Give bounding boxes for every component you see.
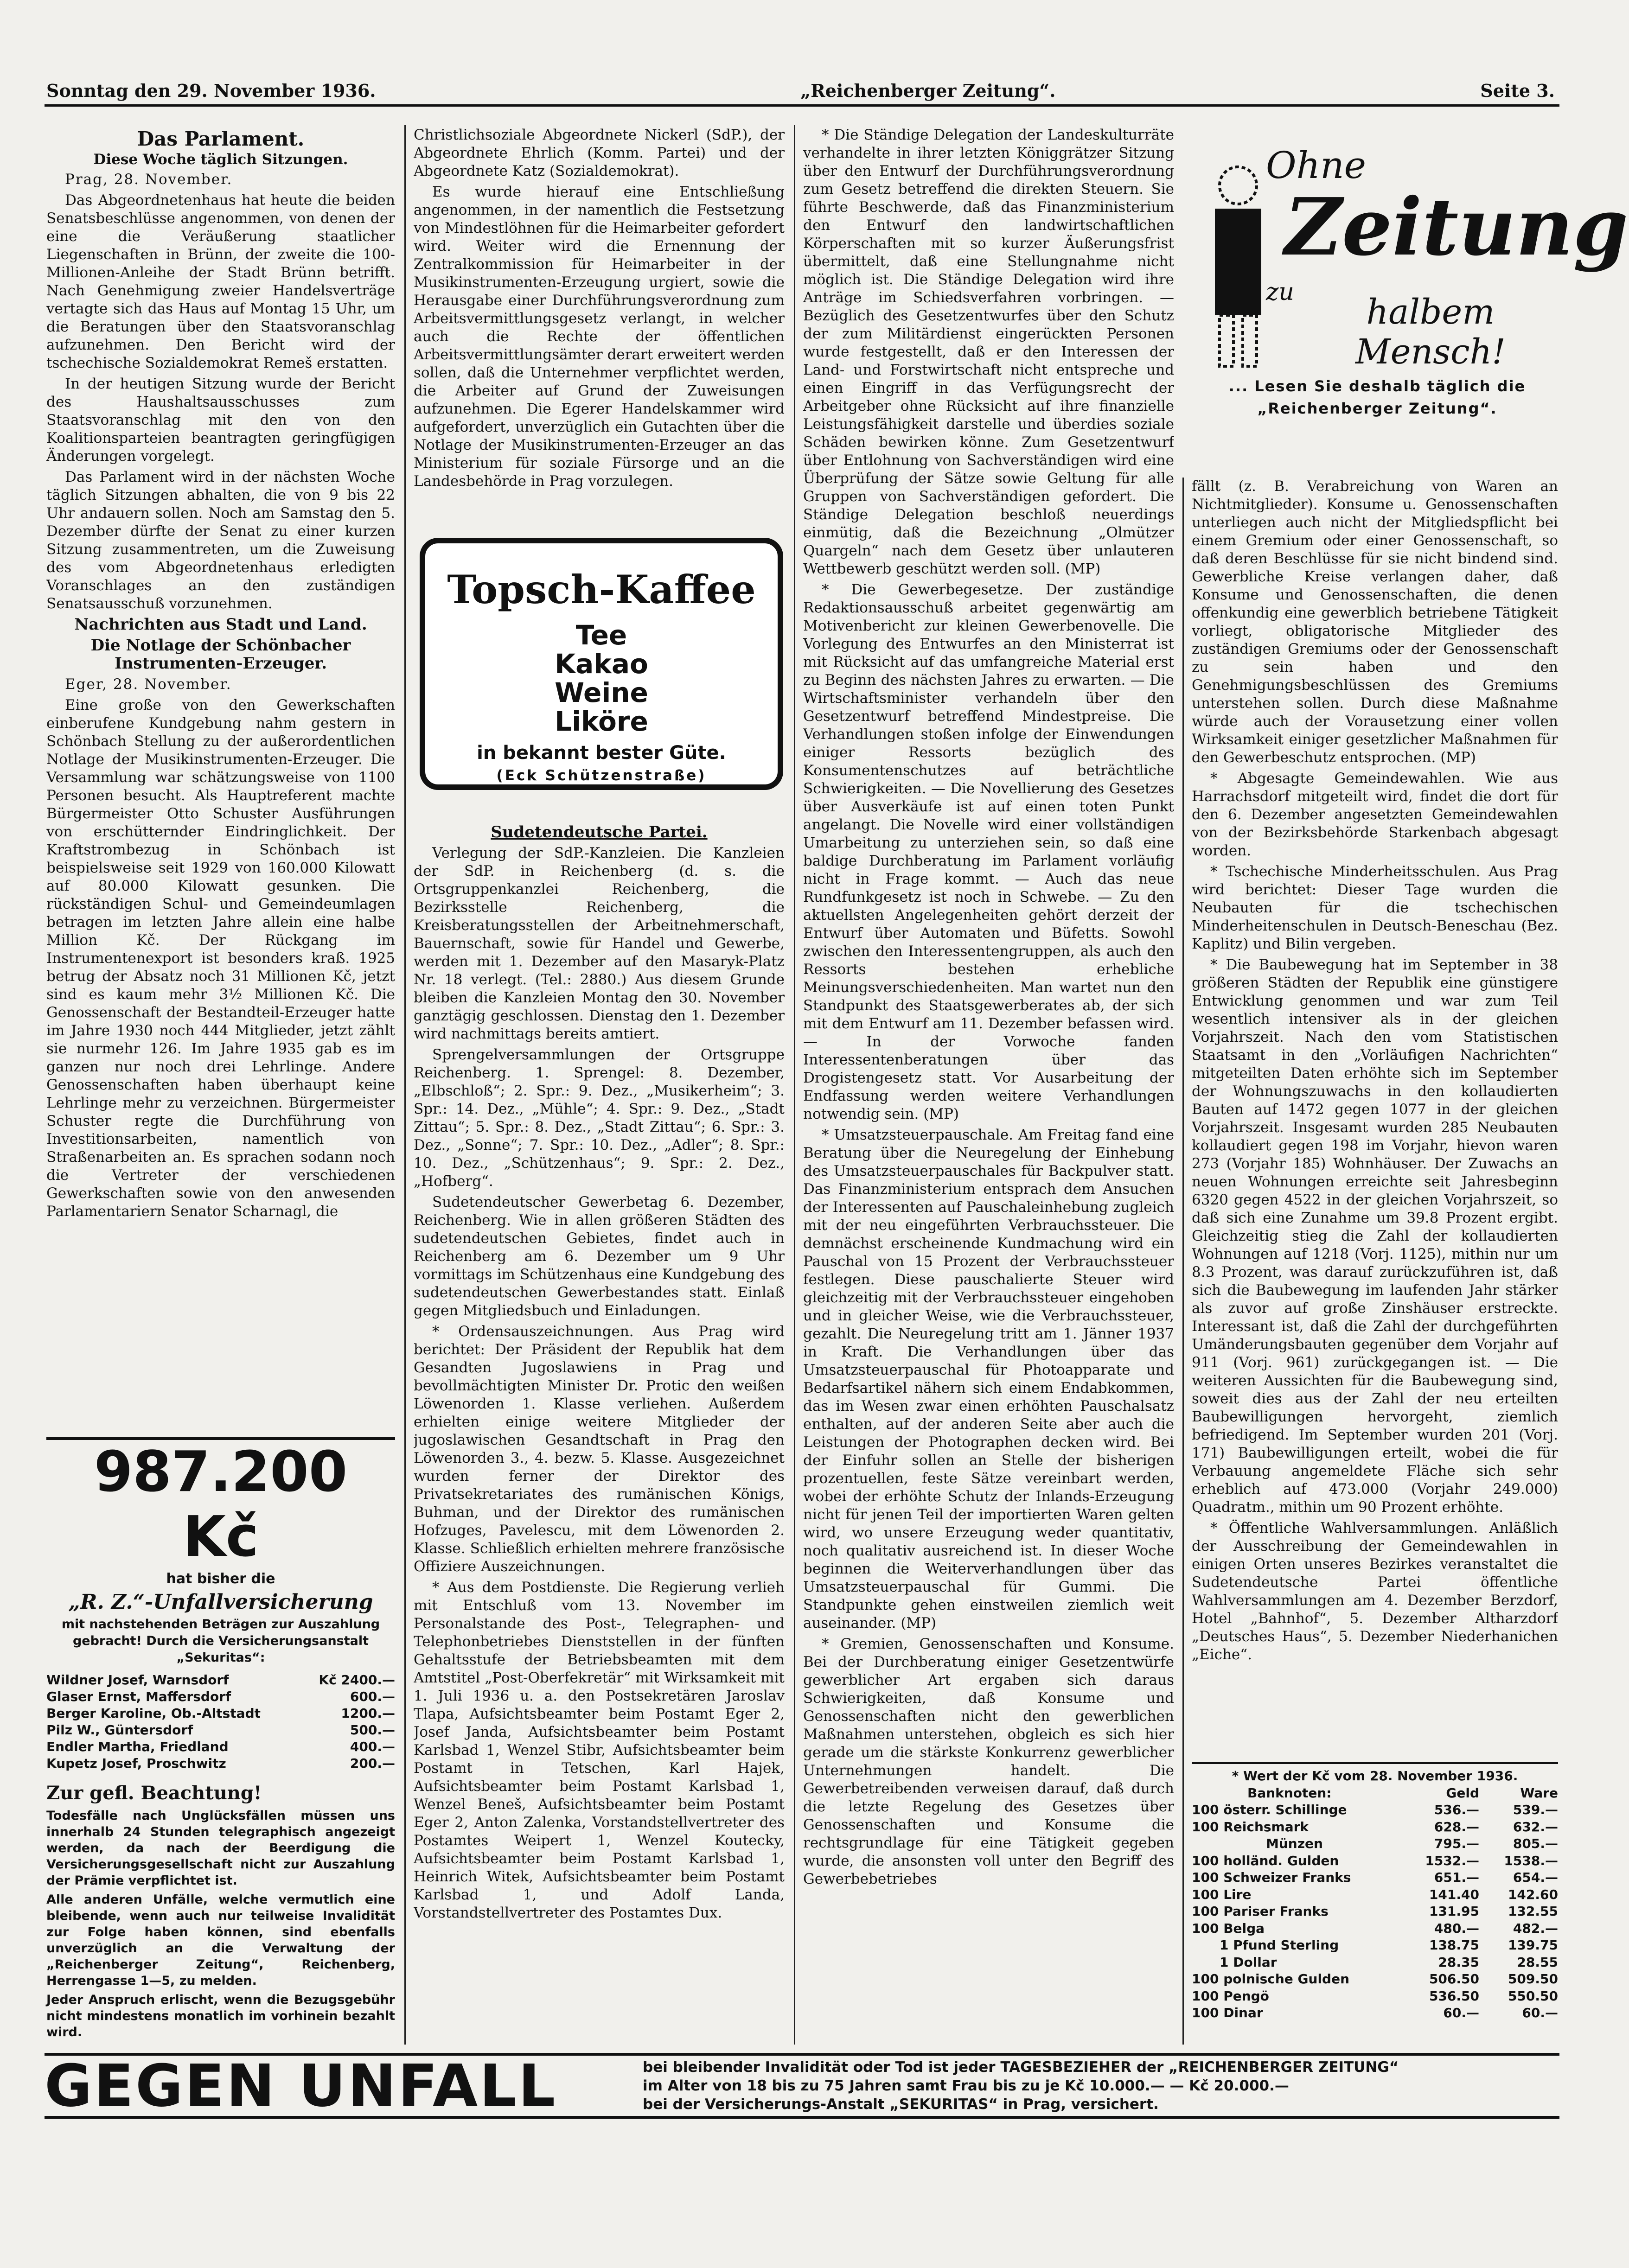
payout-row: Wildner Josef, Warnsdorf Kč 2400.— [46, 1672, 395, 1688]
column-2-top [414, 126, 785, 525]
paragraph: * Die Ständige Delegation der Landeskulturräte verhandelte in ihrer letzten Königgrätzer Sitzung über den Entwurf der Durchführungsverordnung zum Gesetz betreffend die direkten Steuern. Sie führte Beschwerde, daß das Finanzministerium den Entwurf den landwirtschaftlichen Körperschaften mit so kurzer Äußerungsfrist übermittelt, daß eine Stellungnahme nicht möglich ist. Die Ständige Delegation wird ihre Anträge im Schiedsverfahren vorbringen. — Bezüglich des Gesetzentwurfes über den Schutz der zum Militärdienst eingerückten Personen wurde festgestellt, daß er den Interessen der Land- und Forstwirtschaft nicht entspreche und einen Eingriff in das Verfügungsrecht der Arbeitgeber ohne Rücksicht auf ihre finanzielle Leistungsfähigkeit darstelle und überdies soziale Schäden bewirken könne. Zum Gesetzentwurf über Entlohnung von Sachverständigen wird eine Überprüfung der Sätze sowie Geltung für alle Gruppen von Sachverständigen gefordert. Die Ständige Delegation beschloß neuerdings einmütig, daß die Bezeichnung „Olmützer Quargeln“ nach dem Gesetz über unlauteren Wettbewerb geschützt werden soll. (MP) [803, 127, 1174, 577]
rates-row: 100 Reichsmark 628.— 632.— [1192, 1819, 1558, 1835]
section-heading: Nachrichten aus Stadt und Land. [74, 615, 367, 634]
rates-row: 100 Lire 141.40 142.60 [1192, 1886, 1558, 1902]
paragraph: Das Abgeordnetenhaus hat heute die beiden Senatsbeschlüsse angenommen, von denen der eine die Veräußerung staatlicher Liegenschaften in Brünn, der zweite die 100-Millionen-Anleihe der Stadt Brünn betrifft. Nach Genehmigung zweier Handelsverträge vertagte sich das Haus auf Montag 15 Uhr, um die Beratungen über den Staatsvoranschlag aufzunehmen. Den Bericht wird der tschechische Sozialdemokrat Remeš erstatten. [46, 192, 395, 371]
paragraph: Es wurde hierauf eine Entschließung angenommen, in der namentlich die Festsetzung von Mindestlöhnen für die Heimarbeiter gefordert wird. Weiter wird die Ernennung der Zentralkommission für Heimarbeiter in der Musikinstrumenten-Erzeugung urgiert, sowie die Herausgabe einer Durchführungsverordnung zum Arbeitsvermittlungsgesetz verlangt, in welcher auch die Rechte der öffentlichen Arbeitsvermittlungsämter derart erweitert werden sollen, daß die Unternehmer verpflichtet werden, die Arbeiter auf Grund der Zuweisungen aufzunehmen. Die Egerer Handelskammer wird aufgefordert, unverzüglich ein Gutachten über die Notlage der Musikinstrumenten-Erzeuger an das Ministerium für soziale Fürsorge und an die Landesbehörde in Prag vorzulegen. [414, 184, 785, 490]
payout-row: Kupetz Josef, Proschwitz 200.— [46, 1756, 395, 1771]
banner-line: bei bleibender Invalidität oder Tod ist jeder TAGESBEZIEHER der „REICHENBERGER ZEITUNG“ [643, 2059, 1399, 2076]
rates-row: 100 Dinar 60.— 60.— [1192, 2005, 1558, 2020]
section-heading: Sudetendeutsche Partei. [491, 823, 708, 841]
ad-line: Tee [575, 619, 627, 651]
rates-row: 1 Pfund Sterling 138.75 139.75 [1220, 1937, 1558, 1953]
payout-list [46, 1672, 395, 1772]
rates-title: * Wert der Kč vom 28. November 1936. [1232, 1768, 1518, 1784]
header-page-number: Seite 3. [1480, 80, 1555, 101]
notice-line: mit nachstehenden Beträgen zur Auszahlung gebracht! Durch die Versicherungsanstalt „Sekuritas“: [61, 1617, 380, 1665]
notice-title: „R. Z.“-Unfallversicherung [68, 1590, 373, 1614]
ad-line: Liköre [555, 706, 648, 737]
banner-text [643, 2058, 1399, 2114]
rates-row: 100 Pariser Franks 131.95 132.55 [1192, 1904, 1558, 1919]
paragraph: In der heutigen Sitzung wurde der Bericht des Haushaltsausschusses zum Staatsvoranschlag mit den von den Koalitionsparteien beantragten geringfügigen Änderungen vorgelegt. [46, 376, 395, 465]
payout-amount: 987.200 Kč [94, 1440, 348, 1569]
payout-row: Endler Martha, Friedland 400.— [46, 1739, 395, 1754]
rates-row: 100 Belga 480.— 482.— [1192, 1920, 1558, 1936]
paragraph: Das Parlament wird in der nächsten Woche täglich Sitzungen abhalten, die von 9 bis 22 Uhr andauern sollen. Noch am Samstag den 5. Dezember dürfte der Senat zu einer kurzen Sitzung zusammentreten, um die Zuweisung des vom Abgeordnetenhaus erledigten Voranschlages an den zuständigen Senatsausschuß vorzunehmen. [46, 469, 395, 612]
paragraph: * Gremien, Genossenschaften und Konsume. Bei der Durchberatung einiger Gesetzentwürfe gewerblicher Art ergaben sich daraus Schwierigkeiten, daß Konsume und Genossenschaften nicht den gewerblichen Maßnahmen unterstehen, obgleich es sich hier gerade um die stärkste Konkurrenz gewerblicher Unternehmungen handelt. Die Gewerbetreibenden verweisen darauf, daß durch die letzte Regelung des Gesetzes über Genossenschaften und Konsume die rechtsgrundlage für eine Tätigkeit gegeben wurde, die ansonsten voll unter den Begriff des Gewerbebetriebes [803, 1636, 1174, 1887]
column-1 [46, 126, 395, 1433]
banner-line: im Alter von 18 bis zu 75 Jahren samt Frau bis zu je Kč 10.000.— — Kč 20.000.— [643, 2077, 1289, 2094]
promo-headline: Zeitung [1284, 181, 1629, 274]
paragraph: * Die Baubewegung hat im September in 38 größeren Städten der Republik eine günstigere Entwicklung genommen und war zum Teil wesentlich intensiver als in der gleichen Vorjahrszeit. Nach den vom Statistischen Staatsamt in den „Vorläufigen Nachrichten“ mitgeteilten Daten erhöhte sich im September der Wohnungszuwachs in den kollaudierten Bauten auf 1472 gegen 1077 in der gleichen Vorjahrszeit. Insgesamt wurden 285 Neubauten kollaudiert gegen 198 im Vorjahr, hievon waren 273 (Vorjahr 185) Wohnhäuser. Der Zuwachs an neuen Wohnungen erreichte seit Jahresbeginn 6320 gegen 4522 in der gleichen Vorjahrszeit, so daß sich eine Zunahme um 39.8 Prozent ergibt. Gleichzeitig stieg die Zahl der kollaudierten Wohnungen auf 1218 (Vorj. 1125), mithin nur um 8.3 Prozent, was darauf zurückzuführen ist, daß sich die Baubewegung im laufenden Jahr stärker als zuvor auf große Zinshäuser erstreckte. Interessant ist, daß die Zahl der durchgeführten Umänderungsbauten gegenüber dem Vorjahr auf 911 (Vorj. 961) zurückgegangen ist. — Die weiteren Aussichten für die Baubewegung sind, soweit dies aus der Zahl der neu erteilten Baubewilligungen hervorgeht, ziemlich befriedigend. Im September wurden 201 (Vorj. 171) Baubewilligungen erteilt, wobei die für Verbauung angemeldete Fläche sich sehr erheblich auf 473.000 (Vorjahr 249.000) Quadratm., mithin um 90 Prozent erhöhte. [1192, 956, 1558, 1516]
paragraph: * Umsatzsteuerpauschale. Am Freitag fand eine Beratung über die Neuregelung der Einhebung des Umsatzsteuerpauschales für Backpulver statt. Das Finanzministerium entsprach dem Ansuchen der Interessenten auf Pauschaleinhebung zugleich mit der neu eingeführten Verbrauchssteuer. Die demnächst erscheinende Kundmachung wird ein Pauschal von 15 Prozent der Verbrauchssteuer festlegen. Diese pauschalierte Steuer wird gleichzeitig mit der Verbrauchssteuer eingehoben und in gleicher Weise, wie die Verbrauchssteuer, gezahlt. Die Neuregelung tritt am 1. Jänner 1937 in Kraft. Die Verhandlungen über das Umsatzsteuerpauschal für Photoapparate und Bedarfsartikel nähern sich einem Endabkommen, das im Wesen zwar einen erhöhten Pauschalsatz enthalten, auf der anderen Seite aber auch die Leistungen der Photographen decken wird. Bei der Einfuhr sollen an Stelle der bisherigen prozentuellen, feste Sätze vereinbart werden, wobei der erhöhte Schutz der Inlands-Erzeugung nicht für jenen Teil der importierten Waren gelten wird, wo unsere Erzeugung weder quantitativ, noch qualitativ ausreichend ist. In dieser Woche beginnen die Weiterverhandlungen über das Umsatzsteuerpauschal für Gummi. Die Standpunkte gehen einstweilen ziemlich weit auseinander. (MP) [803, 1127, 1174, 1631]
promo-line: „Reichenberger Zeitung“. [1257, 400, 1497, 417]
paragraph: Verlegung der SdP.-Kanzleien. Die Kanzleien der SdP. in Reichenberg (d. s. die Ortsgruppenkanzlei Reichenberg, die Bezirksstelle Reichenberg, die Kreisberatungsstellen der Arbeitnehmerschaft, Bauernschaft, sowie für Handel und Gewerbe, werden mit 1. Dezember auf den Masaryk-Platz Nr. 18 verlegt. (Tel.: 2880.) Aus diesem Grunde bleiben die Kanzleien Montag den 30. November ganztägig geschlossen. Dienstag den 1. Dezember wird nachmittags bereits amtiert. [414, 845, 785, 1042]
article-heading: Das Parlament. [137, 127, 305, 150]
paragraph: Eine große von den Gewerkschaften einberufene Kundgebung nahm gestern in Schönbach Stellung zu der außerordentlichen Notlage der Musikinstrumenten-Erzeuger. Die Versammlung war schätzungsweise von 1100 Personen besucht. Als Hauptreferent machte Bürgermeister Otto Schuster Ausführungen von erschütternder Eindringlichkeit. Der Kraftstrombezug in Schönbach ist beispielsweise seit 1929 von 160.000 Kilowatt auf 80.000 Kilowatt gesunken. Die rückständigen Schul- und Gemeindeumlagen betragen im letzten Jahre allein eine halbe Million Kč. Der Rückgang im Instrumentenexport ist besonders kraß. 1925 betrug der Absatz noch 31 Millionen Kč, jetzt sind es kaum mehr 3½ Millionen Kč. Die Genossenschaft der Bestandteil-Erzeuger hatte im Jahre 1930 noch 444 Mitglieder, jetzt zählt sie nurmehr 126. Im Jahre 1935 gab es im ganzen nur noch drei Lehrlinge. Andere Genossenschaften haben überhaupt keine Lehrlinge mehr zu verzeichnen. Bürgermeister Schuster regte die Durchführung von Investitionsarbeiten, namentlich von Straßenarbeiten an. Es sprachen sodann noch die Vertreter der verschiedenen Gewerkschaften sowie von den anwesenden Parlamentariern Senator Scharnagl, die [46, 697, 395, 1220]
notice-heading: Zur gefl. Beachtung! [46, 1782, 262, 1804]
promo-word: halbem Mensch! [1355, 292, 1506, 372]
column-rule [1182, 478, 1184, 2045]
rates-header-row: Banknoten: Geld Ware [1247, 1785, 1558, 1801]
ad-brand: Topsch-Kaffee [447, 567, 756, 612]
paragraph: fällt (z. B. Verabreichung von Waren an Nichtmitglieder). Konsume u. Genossenschaften unterliegen auch nicht der Mitgliedspflicht bei einem Gremium oder einer Genossenschaft, so daß deren Beschlüsse für sie nicht bindend sind. Gewerbliche Kreise verlangen daher, daß Konsume und Genossenschaften, die denen offenkundig eine gewerblich betriebene Tätigkeit vorliegt, obligatorische Mitglieder des zuständigen Gremiums oder der Genossenschaft zu sein haben und den Genehmigungsbeschlüssen des Gremiums unterstehen sollen. Durch diese Maßnahme würde auch der Vorausetzung einer vollen Wirksamkeit einiger gesetzlicher Maßnahmen für den Gewerbeschutz entsprochen. (MP) [1192, 478, 1558, 766]
rates-row: 100 österr. Schillinge 536.— 539.— [1192, 1802, 1558, 1817]
paragraph: Sudetendeutscher Gewerbetag 6. Dezember, Reichenberg. Wie in allen größeren Städten des sudetendeutschen Gebietes, findet auch in Reichenberg am 6. Dezember um 9 Uhr vormittags im Schützenhaus eine Kundgebung des sudetendeutschen Gewerbestandes statt. Einlaß gegen Mitgliedsbuch und Einladungen. [414, 1194, 785, 1319]
notice-paragraph: Jeder Anspruch erlischt, wenn die Bezugsgebühr nicht mindestens monatlich im vorhinein bezahlt wird. [46, 1993, 395, 2039]
notice-paragraph: Alle anderen Unfälle, welche vermutlich eine bleibende, wenn auch nur teilweise Invalidität zur Folge haben können, sind ebenfalls unverzüglich an die Verwaltung der „Reichenberger Zeitung“, Reichenberg, Herrengasse 1—5, zu melden. [46, 1892, 395, 1988]
page-header [46, 79, 1555, 102]
dateline: Prag, 28. November. [65, 171, 233, 188]
ad-line: Weine [555, 677, 648, 708]
insurance-notice [46, 1437, 395, 2043]
header-date: Sonntag den 29. November 1936. [46, 80, 376, 101]
column-rule [404, 125, 406, 2045]
paragraph: * Abgesagte Gemeindewahlen. Wie aus Harrachsdorf mitgeteilt wird, findet die dort für den 6. Dezember angesetzten Gemeindewahlen von der Bezirksbehörde Starkenbach abgesagt worden. [1192, 770, 1558, 859]
newspaper-promo [1192, 139, 1629, 436]
ad-line: Kakao [555, 648, 648, 680]
rates-row: 100 Schweizer Franks 651.— 654.— [1192, 1870, 1558, 1885]
promo-word: Ohne [1266, 144, 1366, 187]
rates-row: 100 Pengö 536.50 550.50 [1192, 1988, 1558, 2004]
paragraph: Christlichsoziale Abgeordnete Nickerl (SdP.), der Abgeordnete Ehrlich (Komm. Partei) und der Abgeordnete Katz (Sozialdemokrat). [414, 127, 785, 179]
paragraph: * Ordensauszeichnungen. Aus Prag wird berichtet: Der Präsident der Republik hat dem Gesandten Jugoslawiens in Prag und bevollmächtigten Minister Dr. Protic den weißen Löwenorden 1. Klasse verliehen. Außerdem erhielten einige weitere Mitglieder der jugoslawischen Gesandtschaft in Prag den Löwenorden 3., 4. bezw. 5. Klasse. Ausgezeichnet wurden ferner der Direktor des Privatsekretariates des rumänischen Königs, Buhman, und der Direktor des rumänischen Hofzuges, Pavelescu, mit dem Löwenorden 2. Klasse. Schließlich erhielten mehrere französische Offiziere Auszeichnungen. [414, 1323, 785, 1575]
article-subheading: Diese Woche täglich Sitzungen. [93, 151, 348, 168]
figure-illustration [1206, 158, 1271, 371]
column-3 [803, 126, 1174, 2045]
banner-line: bei der Versicherungs-Anstalt „SEKURITAS“ in Prag, versichert. [643, 2096, 1159, 2113]
column-4 [1192, 478, 1558, 1762]
header-rule [45, 104, 1559, 107]
paragraph: * Aus dem Postdienste. Die Regierung verlieh mit Entschluß vom 13. November im Personalstande des Post-, Telegraphen- und Telephonbetriebes Dienststellen in der fünften Gehaltsstufe der Betriebsbeamten mit dem Amtstitel „Post-Oberfekretär“ mit Wirksamkeit mit 1. Juli 1936 u. a. den Postsekretären Jaroslav Tlapa, Aufsichtsbeamter beim Postamt Eger 2, Josef Janda, Aufsichtsbeamter beim Postamt Karlsbad 1, Wenzel Stibr, Aufsichtsbeamter beim Postamt in Tetschen, Karl Hajek, Aufsichtsbeamter beim Postamt Karlsbad 1, Wenzel Beneš, Aufsichtsbeamter beim Postamt Eger 2, Anton Zalenka, Vorstandstellvertreter des Postamtes Weipert 1, Wenzel Koutecky, Aufsichtsbeamter beim Postamt Karlsbad 1, Heinrich Witek, Aufsichtsbeamter beim Postamt Karlsbad 1, und Adolf Landa, Vorstandstellvertreter des Postamtes Dux. [414, 1579, 785, 1921]
dateline: Eger, 28. November. [65, 676, 232, 693]
banner-headline: GEGEN UNFALL [45, 2052, 557, 2120]
rates-row: 100 polnische Gulden 506.50 509.50 [1192, 1971, 1558, 1987]
payout-row: Pilz W., Güntersdorf 500.— [46, 1722, 395, 1738]
topsch-kaffee-ad [420, 538, 783, 790]
promo-word: zu [1266, 278, 1294, 306]
paragraph: Sprengelversammlungen der Ortsgruppe Reichenberg. 1. Sprengel: 8. Dezember, „Elbschloß“; 2. Spr.: 9. Dez., „Musikerheim“; 3. Spr.: 14. Dez., „Mühle“; 4. Spr.: 9. Dez., „Stadt Zittau“; 5. Spr.: 8. Dez., „Stadt Zittau“; 6. Spr.: 3. Dez., „Sonne“; 7. Spr.: 10. Dez., „Adler“; 8. Spr.: 10. Dez., „Schützenhaus“; 9. Spr.: 2. Dez., „Hofberg“. [414, 1046, 785, 1190]
insurance-banner [45, 2053, 1559, 2119]
paragraph: * Öffentliche Wahlversammlungen. Anläßlich der Ausschreibung der Gemeindewahlen in einigen Orten unseres Bezirkes veranstaltet die Sudetendeutsche Partei öffentliche Wahlversammlungen am 4. Dezember Berzdorf, Hotel „Bahnhof“, 5. Dezember Altharzdorf „Deutsches Haus“, 5. Dezember Niederhanichen „Eiche“. [1192, 1520, 1558, 1663]
ad-line: (Eck Schützenstraße) [496, 767, 707, 784]
rates-row: 1 Dollar 28.35 28.55 [1220, 1954, 1558, 1970]
column-2-bottom [414, 821, 785, 2045]
paragraph: * Die Gewerbegesetze. Der zuständige Redaktionsausschuß arbeitet gegenwärtig am Motivenbericht zur kleinen Gewerbenovelle. Die Vorlegung des Entwurfes an den Ministerrat ist mit Rücksicht auf das umfangreiche Material erst zu Beginn des nächsten Jahres zu erwarten. — Die Wirtschaftsminister verhandeln über den Gesetzentwurf betreffend Mindestpreise. Die Verhandlungen stoßen infolge der Einwendungen einiger Ressorts bezüglich des Konsumentenschutzes auf beträchtliche Schwierigkeiten. — Die Novellierung des Gesetzes über Ausverkäufe ist auf einen toten Punkt angelangt. Die Novelle wird einer vollständigen Umarbeitung zu unterziehen sein, so daß eine baldige Durchberatung im Parlament vorläufig nicht in Frage kommt. — Auch das neue Rundfunkgesetz ist noch in Schwebe. — Zu den aktuellsten Angelegenheiten gehört derzeit der Entwurf über Automaten und Büfetts. Sowohl zwischen den Interessentengruppen, als auch den Ressorts bestehen erhebliche Meinungsverschiedenheiten. Man wartet nun den Standpunkt des Staatsgewerberates ab, der sich mit dem Entwurf am 11. Dezember befassen wird. — In der Vorwoche fanden Interessentenberatungen über das Drogistengesetz statt. Vor Ausarbeitung der Endfassung werden weitere Verhandlungen notwendig sein. (MP) [803, 581, 1174, 1122]
payout-row: Berger Karoline, Ob.-Altstadt 1200.— [46, 1706, 395, 1721]
article-heading: Die Notlage der Schönbacher Instrumenten-Erzeuger. [90, 636, 351, 673]
header-title: „Reichenberger Zeitung“. [800, 80, 1056, 101]
notice-paragraph: Todesfälle nach Unglücksfällen müssen uns innerhalb 24 Stunden telegraphisch angezeigt werden, da nach der Beerdigung die Versicherungsgesellschaft nicht zur Auszahlung der Prämie verpflichtet ist. [46, 1809, 395, 1888]
notice-line: hat bisher die [166, 1571, 275, 1587]
rates-row: 100 holländ. Gulden 1532.— 1538.— [1192, 1853, 1558, 1868]
exchange-rates-table [1192, 1762, 1558, 2051]
column-rule [794, 125, 795, 2045]
payout-row: Glaser Ernst, Maffersdorf 600.— [46, 1689, 395, 1704]
paragraph: * Tschechische Minderheitsschulen. Aus Prag wird berichtet: Dieser Tage wurden die Neubauten für die tschechischen Minderheitenschulen in Deutsch-Beneschau (Bez. Kaplitz) und Bilin vergeben. [1192, 863, 1558, 952]
ad-line: in bekannt bester Güte. [477, 742, 726, 764]
rates-row: Münzen 795.— 805.— [1266, 1836, 1558, 1851]
promo-line: ... Lesen Sie deshalb täglich die [1228, 377, 1526, 395]
